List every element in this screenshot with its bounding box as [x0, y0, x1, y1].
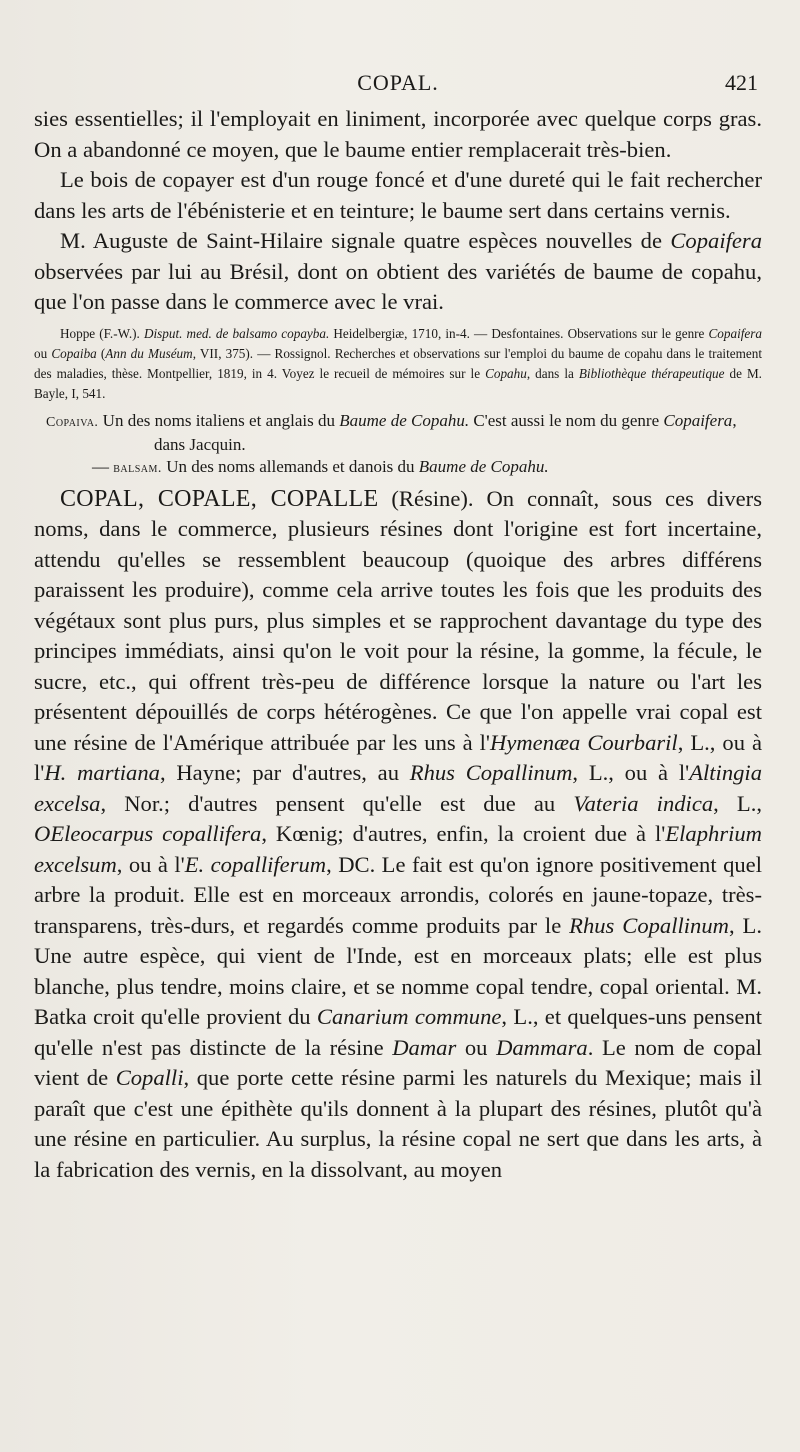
italic-species: Copalli: [115, 1065, 184, 1090]
text-run: , DC. Le fait est qu'on ignore positivement quel arbre la produit. Elle est en morceaux arrondis, colorés en jaune-topaze, très-transparens, très-durs, et regardés comme produits par le: [34, 851, 762, 938]
paragraph-saint-hilaire: [34, 226, 762, 318]
cross-reference-balsam: [34, 456, 762, 480]
italic-title: Copaifera: [663, 410, 733, 430]
italic-title: Disput. med. de balsamo copayba.: [143, 325, 330, 341]
text-run: , L.,: [713, 790, 762, 816]
text-run: , L. Une autre espèce, qui vient de l'Inde, est en morceaux plats; elle est plus blanche, plus tendre, moins claire, et se nomme copal tendre, copal oriental. M. Batka croit qu'elle provient du: [34, 912, 762, 1029]
text-run: , L., ou à l': [572, 760, 690, 785]
paragraph-text: sies essentielles; il l'employait en liniment, incorporée avec quelque corps gras. On a abandonné ce moyen, que le baume entier remplacerait très-bien.: [34, 106, 762, 162]
italic-species: Vateria indica: [573, 790, 714, 816]
text-run: , dans Jacquin.: [154, 410, 737, 454]
text-run: (: [96, 345, 106, 361]
text-run: observées par lui au Brésil, dont on obtient des variétés de baume de copahu, que l'on passe dans le commerce avec le vrai.: [34, 258, 762, 314]
italic-species: Rhus Copallinum: [569, 912, 729, 938]
paragraph-continuation: [34, 104, 762, 165]
italic-species: Altingia excelsa: [34, 760, 762, 816]
bibliography: [34, 324, 762, 404]
text-run: Un des noms italiens et anglais du: [98, 410, 340, 430]
text-run: ou: [34, 345, 52, 361]
italic-species: Canarium commune: [316, 1004, 502, 1029]
cross-reference-headword: balsam.: [113, 460, 162, 476]
text-run: Un des noms allemands et danois du: [161, 456, 419, 476]
italic-species: H. martiana: [44, 760, 160, 785]
italic-species: OEleocarpus copallifera: [34, 821, 262, 846]
text-run: , L., ou à l': [34, 729, 762, 785]
text-run: (Résine). On connaît, sous ces divers noms, dans le commerce, plusieurs résines dont l'origine est fort incertaine, attendu qu'elles se ressemblent beaucoup (quoique des arbres différens paraissent les produire), comme cela arrive toutes les fois que les produits des végétaux sont plus purs, plus simples et se rapprochent davantage du type des principes immédiats, ainsi qu'on le voit pour la résine, la gomme, la fécule, le sucre, etc., qui offrent très-peu de différence lorsque la nature ou l'art les présentent dépouillés de corps hétérogènes. Ce que l'on appelle vrai copal est une résine de l'Amérique attribuée par les uns à l': [34, 485, 762, 755]
cross-reference-headword: Copaiva.: [46, 414, 99, 430]
running-title: COPAL.: [357, 70, 439, 95]
italic-species: Hymenæa Courbaril: [490, 729, 678, 755]
text-run: M. Auguste de Saint-Hilaire signale quatre espèces nouvelles de: [60, 228, 671, 253]
italic-species: Elaphrium excelsum: [34, 821, 762, 877]
italic-title: Copahu: [485, 365, 527, 381]
page-header: [34, 70, 762, 104]
text-run: , Kœnig; d'autres, enfin, la croient due à l': [261, 821, 666, 846]
italic-title: Bibliothèque thérapeutique: [578, 365, 725, 381]
italic-species: Dammara: [496, 1034, 588, 1060]
text-run: , ou à l': [116, 851, 185, 877]
italic-title: Copaiba: [51, 345, 97, 361]
italic-species: Rhus Copallinum: [409, 760, 573, 785]
italic-title: Copaifera: [708, 325, 762, 341]
entry-headword: COPAL, COPALE, COPALLE: [60, 485, 379, 512]
paragraph-text: Le bois de copayer est d'un rouge foncé et d'une dureté qui le fait rechercher dans les arts de l'ébénisterie et en teinture; le baume sert dans certains vernis.: [34, 167, 762, 223]
text-run: Heidelbergiæ, 1710, in-4. — Desfontaines. Observations sur le genre: [329, 325, 709, 341]
text-run: , Nor.; d'autres pensent qu'elle est due au: [100, 790, 574, 816]
page-number: 421: [725, 70, 758, 95]
text-run: , Hayne; par d'autres, au: [159, 760, 410, 785]
italic-title: Ann du Muséum: [105, 345, 193, 361]
italic-species: E. copalliferum: [184, 851, 327, 877]
text-run: de M. Bayle, I, 541.: [34, 365, 762, 401]
entry-copal: [34, 484, 762, 1186]
text-run: , VII, 375). — Rossignol. Recherches et observations sur l'emploi du baume de copahu dans le traitement des maladies, thèse. Montpellier, 1819, in 4. Voyez le recueil de mémoires sur le: [34, 345, 762, 381]
text-run: , que porte cette résine parmi les naturels du Mexique; mais il paraît que c'est une épithète qu'ils donnent à la plupart des résines, plutôt qu'à une résine en particulier. Au surplus, la résine copal ne sert que dans les arts, à la fabrication des vernis, en la dissolvant, au moyen: [34, 1065, 762, 1182]
text-run: . Le nom de copal vient de: [34, 1034, 763, 1090]
italic-title: Baume de Copahu.: [339, 410, 470, 430]
text-run: , L., et quelques-uns pensent qu'elle n'est pas distincte de la résine: [34, 1004, 762, 1060]
text-run: —: [92, 456, 114, 476]
italic-title: Baume de Copahu.: [418, 456, 549, 476]
paragraph-copayer-wood: [34, 165, 762, 226]
italic-genus: Copaifera: [670, 228, 762, 253]
italic-species: Damar: [392, 1034, 457, 1060]
text-run: Hoppe (F.-W.).: [60, 325, 144, 341]
cross-reference-copaiva: [34, 410, 762, 456]
text-run: , dans la: [526, 365, 579, 381]
text-run: C'est aussi le nom du genre: [469, 410, 664, 430]
text-run: ou: [456, 1034, 497, 1060]
